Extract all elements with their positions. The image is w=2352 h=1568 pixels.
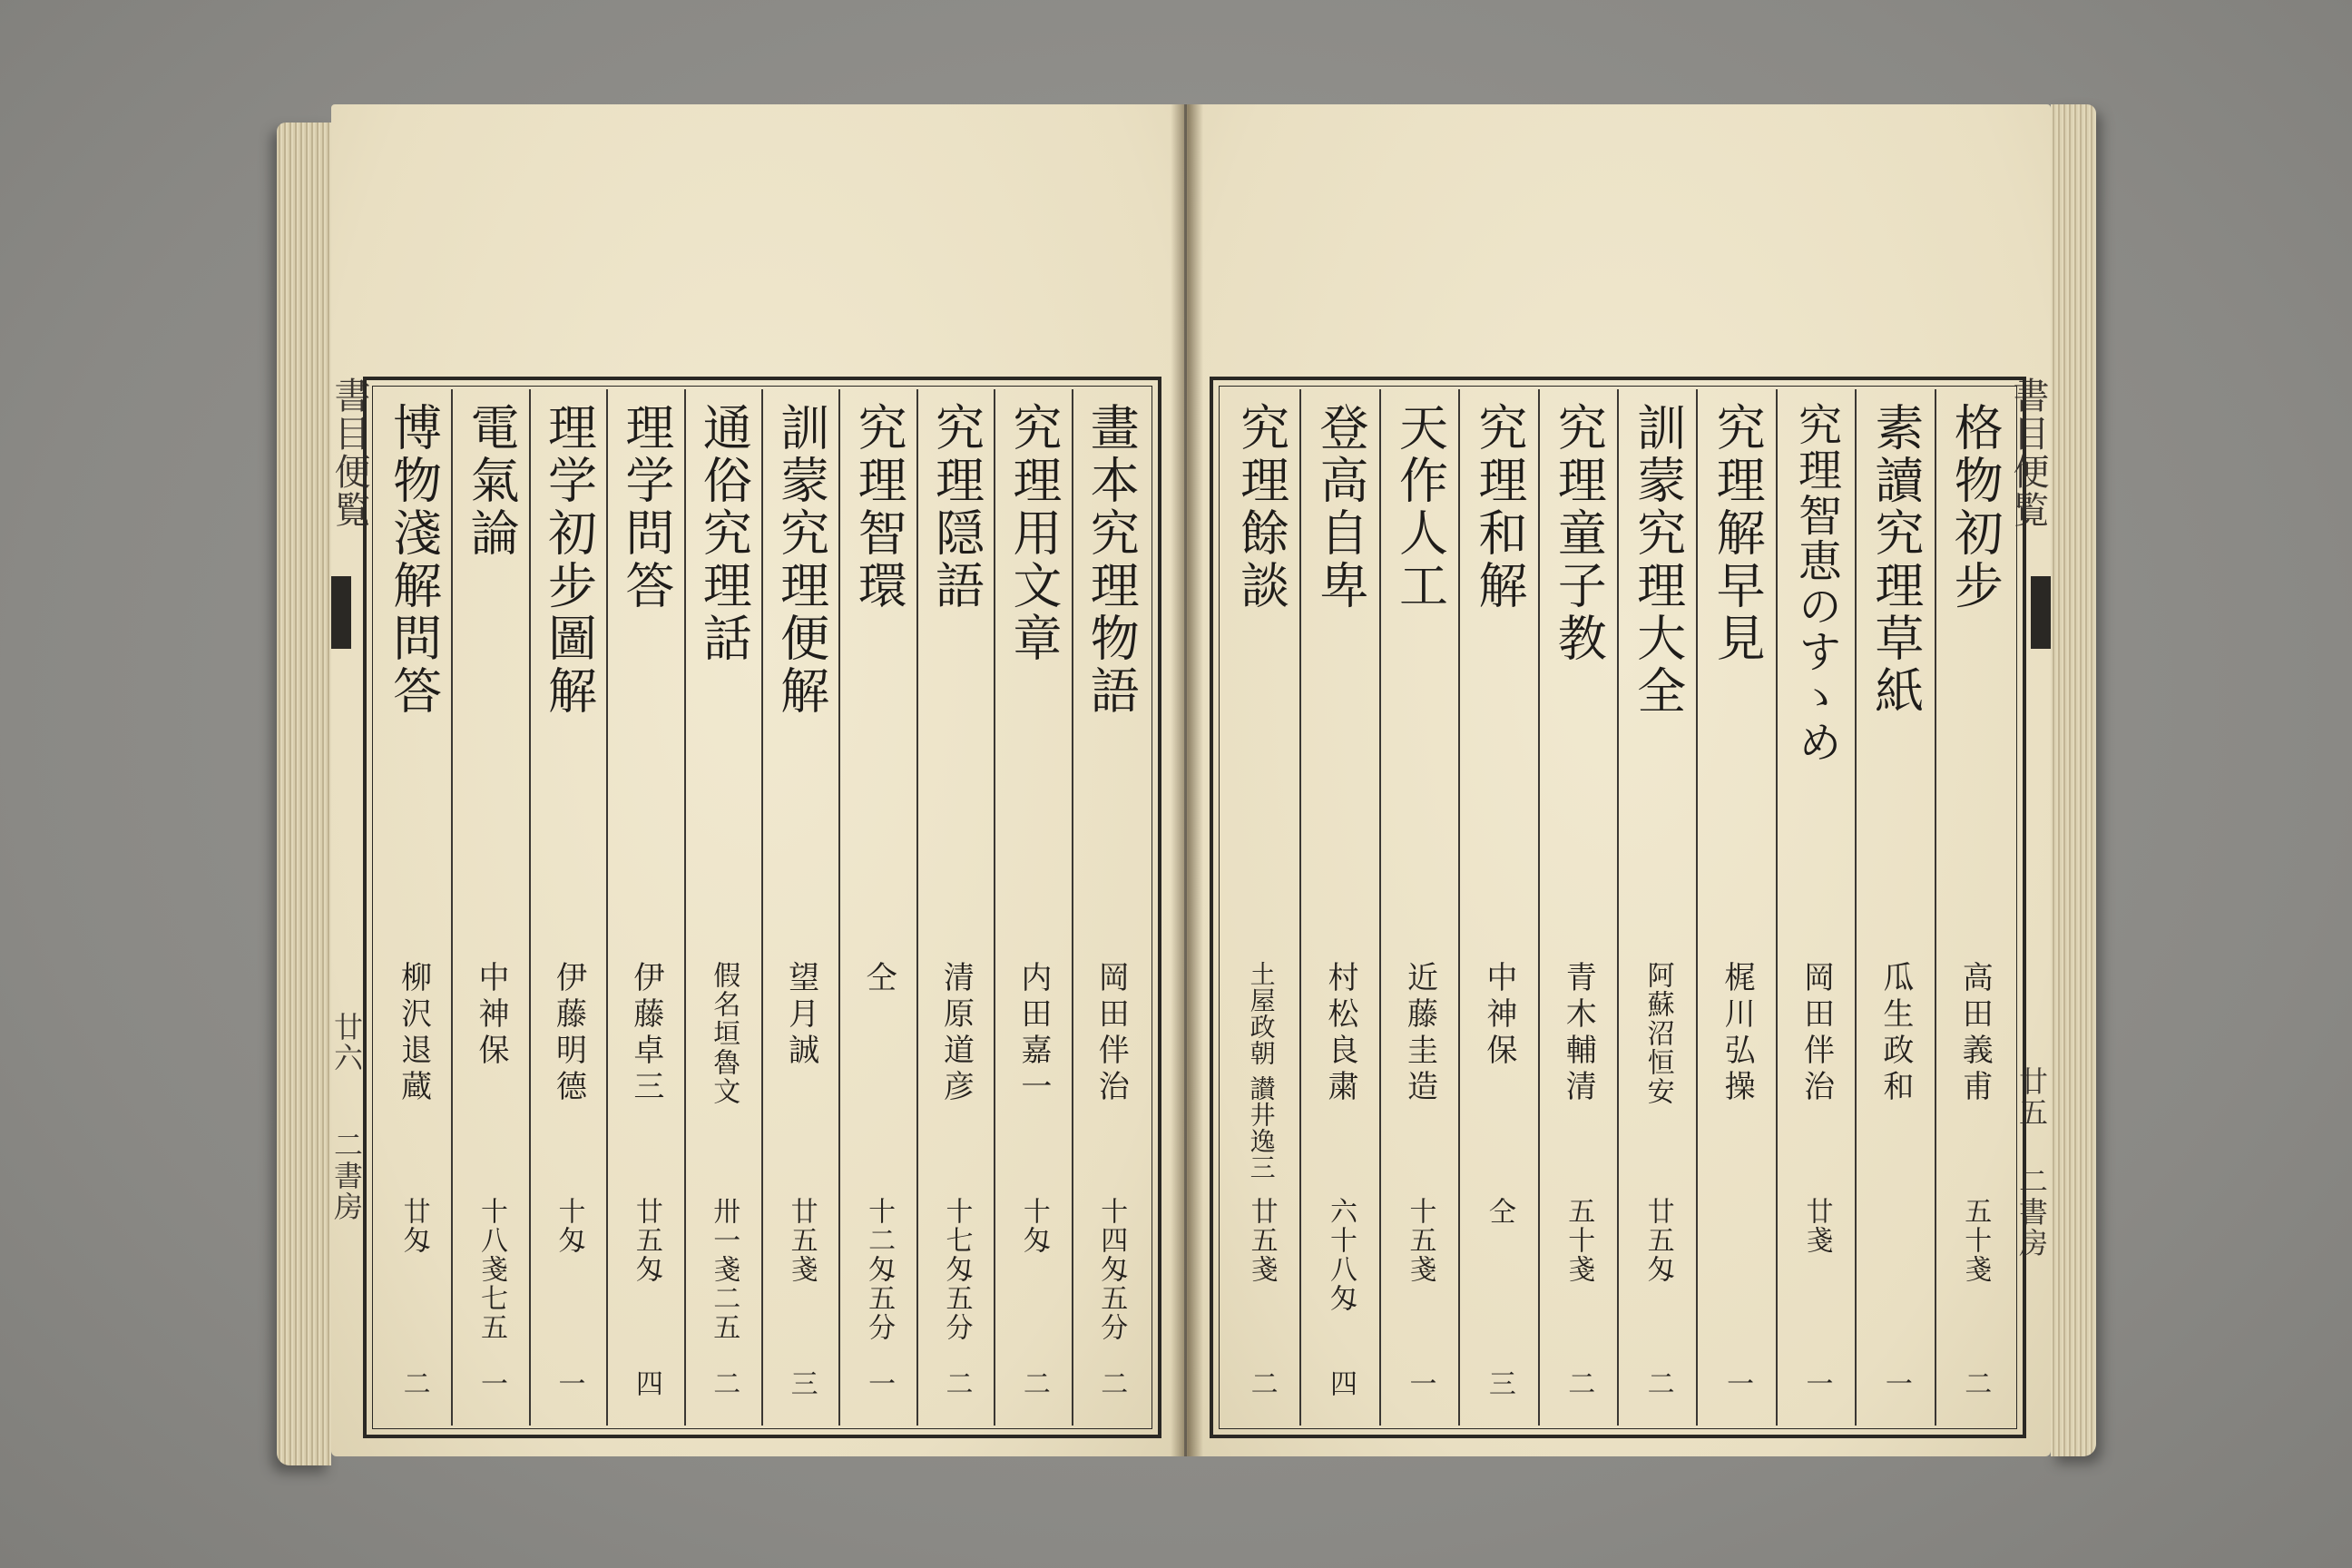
entry-price: 五十戔	[1959, 1197, 1992, 1284]
entry-title: 理学初步圖解	[540, 402, 598, 718]
entry-volumes: 一	[1879, 1369, 1912, 1396]
entry-title: 究理餘談	[1232, 402, 1290, 612]
catalog-entry	[1696, 389, 1775, 1426]
entry-title: 訓蒙究理便解	[772, 402, 830, 718]
entry-volumes: 二	[397, 1369, 430, 1396]
fold-mark-right	[2031, 576, 2051, 649]
entry-author: 假名垣魯文	[708, 961, 740, 1106]
right-fold-label: 書目便覧	[2007, 377, 2049, 529]
entry-price: 十匁	[1017, 1197, 1050, 1255]
right-page	[1187, 104, 2051, 1456]
entry-price: 卅一戔二五	[708, 1197, 740, 1342]
entry-price: 十八戔七五	[475, 1197, 508, 1342]
entry-volumes: 二	[1095, 1369, 1128, 1396]
right-page-edges	[2051, 104, 2096, 1456]
entry-title: 登高自卑	[1312, 402, 1370, 612]
entry-author: 中神保	[1480, 961, 1517, 1070]
catalog-entry	[1222, 389, 1299, 1426]
entry-author: 瓜生政和	[1877, 961, 1914, 1106]
entry-volumes: 一	[1721, 1369, 1754, 1396]
right-fold-folio: 廿五	[2014, 1066, 2049, 1128]
entry-title: 電氣論	[463, 402, 521, 560]
entry-title: 素讀究理草紙	[1867, 402, 1925, 718]
entry-title: 畫本究理物語	[1083, 402, 1141, 718]
entry-volumes: 三	[1483, 1369, 1515, 1396]
entry-volumes: 一	[1800, 1369, 1833, 1396]
entry-volumes: 一	[475, 1369, 508, 1396]
entry-volumes: 一	[553, 1369, 585, 1396]
left-page-edges	[277, 122, 331, 1465]
entry-author: 青木輔清	[1560, 961, 1597, 1106]
left-fold-publisher: 二書房	[329, 1130, 364, 1222]
left-fold-folio: 廿六	[329, 1012, 364, 1073]
entry-author: 内田嘉一	[1014, 961, 1052, 1106]
right-fold-publisher: 二書房	[2014, 1166, 2049, 1259]
catalog-entry	[529, 389, 606, 1426]
entry-volumes: 二	[1642, 1369, 1674, 1396]
entry-author: 望月誠	[782, 961, 819, 1070]
entry-volumes: 二	[1563, 1369, 1595, 1396]
entry-price: 廿五戔	[1245, 1197, 1278, 1284]
catalog-entry	[1776, 389, 1855, 1426]
entry-price: 五十戔	[1563, 1197, 1595, 1284]
entry-author: 仝	[860, 961, 897, 997]
open-book	[277, 95, 2096, 1475]
entry-title: 格物初步	[1946, 402, 2004, 612]
entry-price: 十四匁五分	[1095, 1197, 1128, 1342]
entry-volumes: 二	[1245, 1369, 1278, 1396]
catalog-entry	[451, 389, 528, 1426]
entry-volumes: 二	[1959, 1369, 1992, 1396]
entry-price: 廿五匁	[630, 1197, 662, 1284]
catalog-entry	[838, 389, 916, 1426]
entry-volumes: 二	[1017, 1369, 1050, 1396]
right-catalog-frame	[1210, 377, 2026, 1438]
catalog-entry	[376, 389, 451, 1426]
left-catalog-columns	[376, 389, 1149, 1426]
entry-price: 十二匁五分	[863, 1197, 896, 1342]
entry-author: 高田義甫	[1956, 961, 1994, 1106]
entry-author: 梶川弘操	[1719, 961, 1756, 1106]
entry-title: 天作人工	[1391, 402, 1449, 612]
catalog-entry	[1072, 389, 1149, 1426]
entry-author: 阿蘇沼恒安	[1642, 961, 1674, 1106]
catalog-entry	[1855, 389, 1934, 1426]
catalog-entry	[994, 389, 1071, 1426]
entry-author: 中神保	[473, 961, 510, 1070]
entry-volumes: 二	[708, 1369, 740, 1396]
catalog-entry	[684, 389, 761, 1426]
catalog-entry	[1299, 389, 1378, 1426]
entry-price: 廿五戔	[785, 1197, 818, 1284]
entry-author: 近藤圭造	[1401, 961, 1438, 1106]
entry-title: 究理智恵のすゝめ	[1790, 402, 1842, 765]
left-fold-label: 書目便覧	[328, 377, 370, 529]
entry-title: 究理用文章	[1004, 402, 1063, 665]
entry-author: 伊藤明德	[550, 961, 587, 1106]
book-gutter	[1171, 104, 1203, 1456]
entry-price: 廿戔	[1800, 1197, 1833, 1255]
catalog-entry	[606, 389, 683, 1426]
entry-price: 六十八匁	[1325, 1197, 1357, 1313]
entry-volumes: 四	[1325, 1369, 1357, 1396]
entry-title: 究理隠語	[927, 402, 985, 612]
entry-title: 究理和解	[1470, 402, 1528, 612]
entry-price: 十五戔	[1404, 1197, 1436, 1284]
catalog-entry	[1538, 389, 1617, 1426]
entry-author: 柳沢退蔵	[395, 961, 432, 1106]
entry-volumes: 一	[1404, 1369, 1436, 1396]
catalog-entry	[1935, 389, 2014, 1426]
catalog-entry	[761, 389, 838, 1426]
left-page	[328, 104, 1184, 1456]
catalog-entry	[1617, 389, 1696, 1426]
entry-title: 究理智環	[850, 402, 908, 612]
entry-volumes: 一	[863, 1369, 896, 1396]
entry-title: 訓蒙究理大全	[1629, 402, 1687, 718]
entry-author: 清原道彦	[937, 961, 975, 1106]
entry-price: 十匁	[553, 1197, 585, 1255]
entry-title: 究理解早見	[1709, 402, 1767, 665]
entry-volumes: 三	[785, 1369, 818, 1396]
entry-author: 土屋政朝 讃井逸三	[1246, 961, 1277, 1181]
right-catalog-columns	[1222, 389, 2014, 1426]
entry-author: 岡田伴治	[1093, 961, 1130, 1106]
entry-title: 通俗究理話	[695, 402, 753, 665]
entry-volumes: 二	[940, 1369, 973, 1396]
entry-title: 博物淺解問答	[385, 402, 443, 718]
entry-title: 究理童子教	[1550, 402, 1608, 665]
catalog-entry	[1458, 389, 1537, 1426]
entry-author: 村松良粛	[1322, 961, 1359, 1106]
entry-price: 廿五匁	[1642, 1197, 1674, 1284]
catalog-entry	[916, 389, 994, 1426]
entry-price: 仝	[1483, 1197, 1515, 1226]
entry-author: 岡田伴治	[1798, 961, 1835, 1106]
left-catalog-frame	[363, 377, 1161, 1438]
entry-price: 廿匁	[397, 1197, 430, 1255]
entry-volumes: 四	[630, 1369, 662, 1396]
entry-price: 十七匁五分	[940, 1197, 973, 1342]
catalog-entry	[1379, 389, 1458, 1426]
fold-mark-left	[331, 576, 351, 649]
entry-author: 伊藤卓三	[627, 961, 664, 1106]
entry-title: 理学問答	[617, 402, 675, 612]
